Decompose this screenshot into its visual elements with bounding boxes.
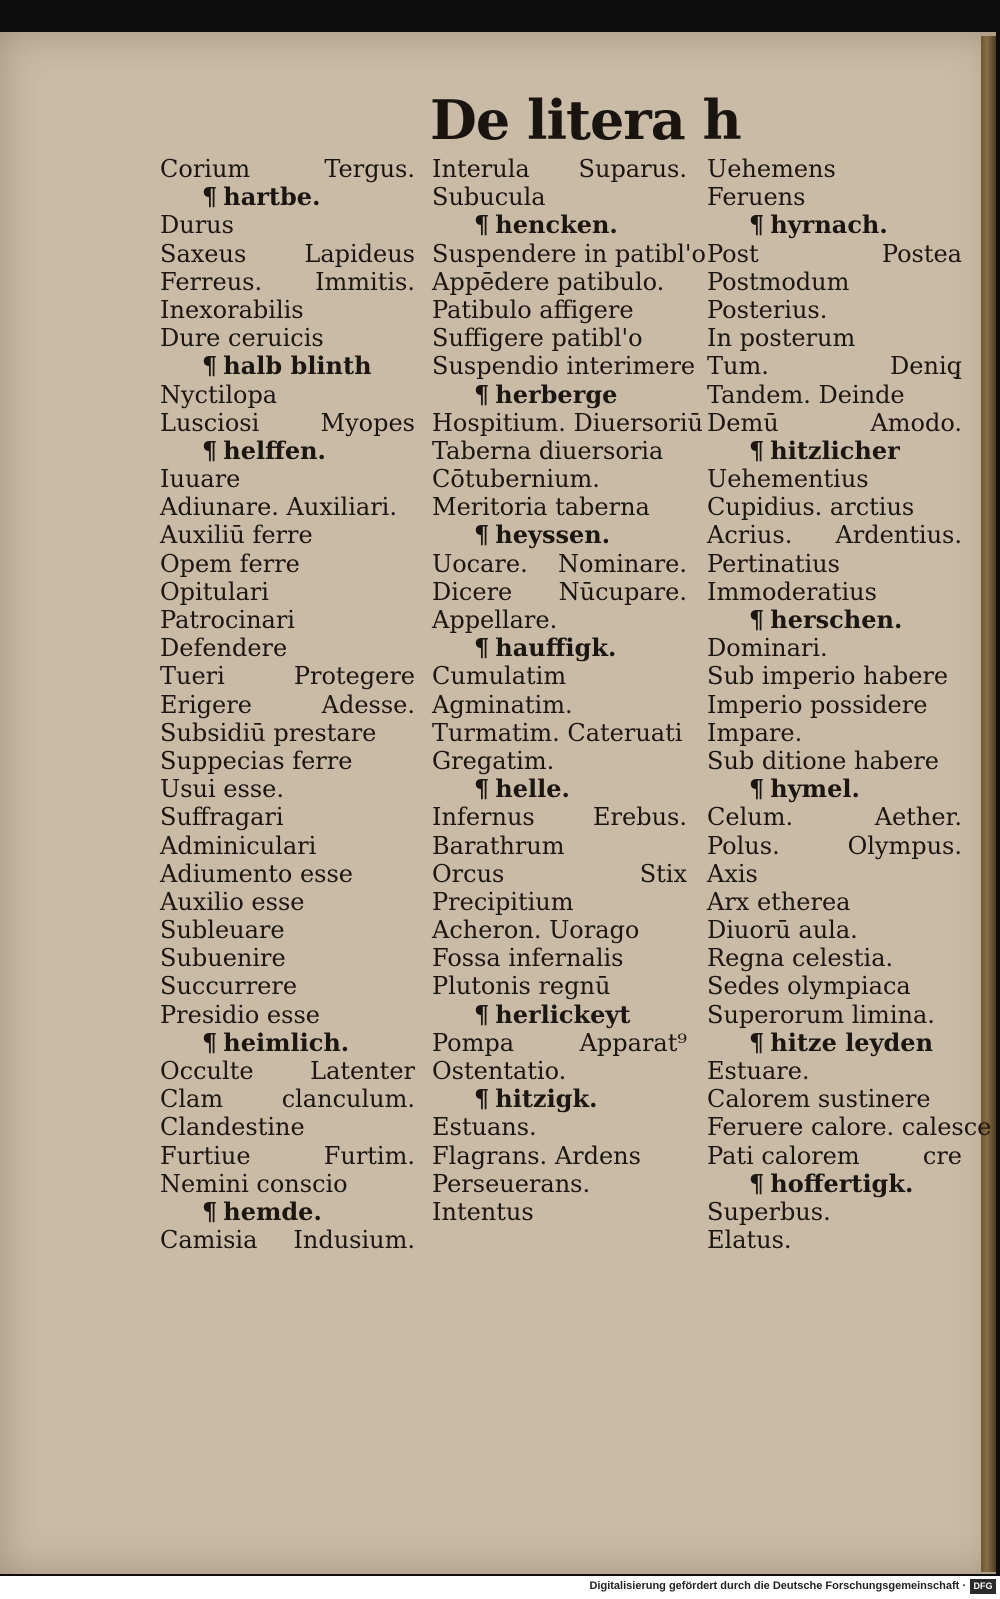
gloss-line bbox=[160, 1113, 430, 1141]
gloss-word: Auxilio esse bbox=[160, 887, 305, 916]
gloss-line bbox=[707, 1142, 962, 1170]
gloss-line bbox=[707, 691, 977, 719]
gloss-word: Uehementius bbox=[707, 465, 869, 494]
pilcrow-icon: ¶ bbox=[749, 1027, 765, 1057]
entry-heading bbox=[707, 1029, 977, 1057]
gloss-line bbox=[707, 465, 977, 493]
gloss-word: Adminiculari bbox=[160, 831, 317, 860]
gloss-word: Cumulatim bbox=[432, 662, 567, 691]
gloss-line bbox=[707, 183, 977, 211]
entry-heading bbox=[432, 211, 702, 239]
gloss-word: Aether. bbox=[874, 803, 962, 832]
entry-heading-text: halb blinth bbox=[223, 351, 372, 381]
entry-heading bbox=[160, 1198, 430, 1226]
gloss-word: Opitulari bbox=[160, 577, 269, 606]
gloss-line bbox=[160, 381, 430, 409]
gloss-word: Usui esse. bbox=[160, 775, 284, 804]
gloss-word: Feruere calore. calesce bbox=[707, 1113, 992, 1142]
gloss-line bbox=[432, 916, 702, 944]
gloss-word: Opem ferre bbox=[160, 549, 300, 578]
gloss-line bbox=[707, 493, 977, 521]
gloss-word: Nyctilopa bbox=[160, 380, 278, 409]
gloss-word: Immitis. bbox=[315, 267, 415, 296]
gloss-word: Flagrans. Ardens bbox=[432, 1141, 641, 1170]
entry-heading-text: hitzigk. bbox=[495, 1084, 598, 1114]
gloss-line bbox=[160, 550, 430, 578]
pilcrow-icon: ¶ bbox=[202, 1196, 218, 1226]
gloss-line bbox=[432, 465, 702, 493]
gloss-line bbox=[707, 240, 962, 268]
gloss-word: Lapideus bbox=[304, 239, 415, 268]
gloss-word: Plutonis regnū bbox=[432, 972, 611, 1001]
gloss-line bbox=[707, 662, 977, 690]
gloss-line bbox=[707, 352, 962, 380]
gloss-line bbox=[707, 1001, 977, 1029]
gloss-word: Uehemens bbox=[707, 155, 836, 183]
gloss-word: Superorum limina. bbox=[707, 1000, 935, 1029]
gloss-line bbox=[707, 916, 977, 944]
entry-heading-text: heyssen. bbox=[495, 520, 611, 550]
gloss-line bbox=[160, 832, 430, 860]
gloss-word: Subleuare bbox=[160, 916, 285, 945]
gloss-word: Cōtubernium. bbox=[432, 465, 600, 494]
gloss-line bbox=[707, 888, 977, 916]
gloss-word: Pertinatius bbox=[707, 549, 840, 578]
gloss-word: Diuorū aula. bbox=[707, 916, 858, 945]
gloss-line bbox=[432, 1113, 702, 1141]
gloss-line bbox=[160, 747, 430, 775]
gloss-line bbox=[160, 1142, 415, 1170]
gloss-word: Celum. bbox=[707, 803, 794, 832]
pilcrow-icon: ¶ bbox=[749, 605, 765, 634]
entry-heading bbox=[707, 606, 977, 634]
gloss-line bbox=[707, 860, 977, 888]
pilcrow-icon: ¶ bbox=[202, 351, 218, 381]
gloss-word: Fossa infernalis bbox=[432, 944, 624, 973]
pilcrow-icon: ¶ bbox=[749, 435, 765, 465]
entry-heading-text: hemde. bbox=[223, 1196, 322, 1226]
gloss-word: Camisia bbox=[160, 1226, 258, 1255]
entry-heading bbox=[432, 521, 702, 549]
gloss-line bbox=[707, 944, 977, 972]
pilcrow-icon: ¶ bbox=[749, 1168, 765, 1198]
gloss-word: Calorem sustinere bbox=[707, 1085, 931, 1114]
gloss-line bbox=[160, 662, 415, 690]
gloss-word: Occulte bbox=[160, 1057, 254, 1085]
gloss-word: Acheron. Uorago bbox=[432, 916, 640, 945]
gloss-word: Patrocinari bbox=[160, 606, 295, 634]
gloss-line bbox=[432, 719, 702, 747]
gloss-line bbox=[160, 803, 430, 831]
gloss-line bbox=[707, 381, 977, 409]
column-3 bbox=[707, 155, 992, 1255]
entry-heading bbox=[432, 1085, 702, 1113]
gloss-word: Immoderatius bbox=[707, 577, 877, 606]
pilcrow-icon: ¶ bbox=[202, 1027, 218, 1057]
pilcrow-icon: ¶ bbox=[474, 633, 490, 663]
entry-heading-text: herberge bbox=[495, 379, 618, 409]
gloss-line bbox=[160, 1170, 430, 1198]
entry-heading-text: heimlich. bbox=[223, 1027, 350, 1057]
gloss-line bbox=[707, 550, 977, 578]
gloss-line bbox=[707, 521, 962, 549]
gloss-word: Furtim. bbox=[323, 1141, 415, 1170]
gloss-word: Myopes bbox=[320, 408, 415, 437]
entry-heading bbox=[432, 775, 702, 803]
gloss-line bbox=[160, 268, 415, 296]
gloss-line bbox=[160, 888, 430, 916]
entry-heading bbox=[707, 775, 977, 803]
gloss-word: Subuenire bbox=[160, 944, 286, 973]
gloss-word: Pati calorem bbox=[707, 1141, 860, 1170]
gloss-word: Appellare. bbox=[432, 606, 558, 634]
gloss-word: In posterum bbox=[707, 324, 856, 353]
entry-heading bbox=[160, 352, 430, 380]
gloss-word: Gregatim. bbox=[432, 746, 555, 775]
pilcrow-icon: ¶ bbox=[474, 774, 490, 804]
gloss-word: Turmatim. Cateruati bbox=[432, 718, 683, 747]
gloss-word: Demū bbox=[707, 408, 779, 437]
gloss-word: Meritoria taberna bbox=[432, 493, 650, 522]
gloss-word: Tueri bbox=[160, 662, 225, 691]
gloss-word: Acrius. bbox=[707, 521, 793, 550]
page-edge bbox=[981, 36, 996, 1572]
entry-heading-text: hyrnach. bbox=[770, 210, 888, 240]
gloss-word: Suffigere patibl'o bbox=[432, 324, 643, 353]
gloss-line bbox=[432, 888, 702, 916]
pilcrow-icon: ¶ bbox=[474, 1084, 490, 1114]
gloss-word: Suspendio interimere bbox=[432, 352, 696, 381]
entry-heading bbox=[432, 381, 702, 409]
page-heading: De litera h bbox=[430, 88, 741, 152]
gloss-line bbox=[432, 1057, 702, 1085]
gloss-line bbox=[160, 944, 430, 972]
gloss-word: Sub imperio habere bbox=[707, 662, 949, 691]
gloss-line bbox=[707, 634, 977, 662]
column-2 bbox=[432, 155, 706, 1226]
gloss-word: Indusium. bbox=[293, 1226, 415, 1255]
gloss-word: Posterius. bbox=[707, 295, 828, 324]
gloss-word: Imperio possidere bbox=[707, 690, 928, 719]
gloss-word: Arx etherea bbox=[707, 887, 851, 916]
gloss-word: Protegere bbox=[293, 662, 415, 691]
gloss-word: Infernus bbox=[432, 803, 535, 832]
gloss-word: Olympus. bbox=[847, 831, 962, 860]
gloss-line bbox=[160, 296, 430, 324]
gloss-word: Perseuerans. bbox=[432, 1169, 591, 1198]
gloss-word: Iuuare bbox=[160, 465, 241, 494]
gloss-word: Corium bbox=[160, 155, 251, 183]
gloss-line bbox=[432, 183, 702, 211]
gloss-line bbox=[160, 691, 415, 719]
gloss-word: Dominari. bbox=[707, 634, 828, 663]
gloss-line bbox=[432, 747, 702, 775]
entry-heading-text: helffen. bbox=[223, 435, 326, 465]
gloss-word: Intentus bbox=[432, 1197, 534, 1226]
gloss-line bbox=[160, 916, 430, 944]
pilcrow-icon: ¶ bbox=[474, 379, 490, 409]
gloss-line bbox=[160, 860, 430, 888]
gloss-word: Pompa bbox=[432, 1028, 515, 1057]
gloss-line bbox=[432, 324, 702, 352]
pilcrow-icon: ¶ bbox=[474, 999, 490, 1029]
gloss-word: Deniq̧ bbox=[890, 352, 962, 381]
gloss-line bbox=[160, 240, 415, 268]
gloss-line bbox=[160, 775, 430, 803]
gloss-line bbox=[432, 1029, 687, 1057]
gloss-line bbox=[432, 944, 702, 972]
gloss-word: Dure ceruicis bbox=[160, 324, 324, 353]
entry-heading-text: herlickeyt bbox=[495, 999, 631, 1029]
gloss-line bbox=[432, 662, 702, 690]
gloss-word: Adiunare. Auxiliari. bbox=[160, 493, 397, 522]
gloss-word: Nominare. bbox=[558, 549, 687, 578]
gloss-line bbox=[707, 1057, 977, 1085]
gloss-word: Nūcupare. bbox=[558, 577, 687, 606]
gloss-line bbox=[432, 972, 702, 1000]
gloss-line bbox=[432, 860, 687, 888]
gloss-word: Elatus. bbox=[707, 1226, 792, 1255]
gloss-word: Inexorabilis bbox=[160, 295, 304, 324]
gloss-line bbox=[432, 268, 702, 296]
gloss-line bbox=[160, 972, 430, 1000]
gloss-word: Barathrum bbox=[432, 831, 565, 860]
gloss-word: Saxeus bbox=[160, 239, 247, 268]
gloss-word: Suparus. bbox=[578, 155, 687, 183]
entry-heading-text: hartbe. bbox=[223, 182, 321, 212]
gloss-word: Erigere bbox=[160, 690, 252, 719]
gloss-word: Postmodum bbox=[707, 267, 850, 296]
gloss-line bbox=[707, 1113, 992, 1142]
gloss-line bbox=[707, 1085, 977, 1113]
gloss-line bbox=[432, 1170, 702, 1198]
gloss-word: Tandem. Deinde bbox=[707, 380, 905, 409]
gloss-word: Interula bbox=[432, 155, 530, 183]
gloss-word: cre bbox=[922, 1141, 962, 1170]
gloss-word: Adiumento esse bbox=[160, 859, 354, 888]
gloss-word: Durus bbox=[160, 211, 234, 240]
gloss-line bbox=[707, 972, 977, 1000]
gloss-word: Impare. bbox=[707, 718, 803, 747]
gloss-line bbox=[432, 578, 687, 606]
gloss-line bbox=[432, 437, 702, 465]
pilcrow-icon: ¶ bbox=[202, 182, 218, 212]
gloss-word: Uocare. bbox=[432, 549, 528, 578]
gloss-word: Furtiue bbox=[160, 1141, 251, 1170]
gloss-line bbox=[432, 691, 702, 719]
entry-heading bbox=[432, 1001, 702, 1029]
gloss-word: Tergus. bbox=[324, 155, 415, 183]
gloss-word: Sedes olympiaca bbox=[707, 972, 911, 1001]
gloss-word: Patibulo affigere bbox=[432, 295, 634, 324]
pilcrow-icon: ¶ bbox=[749, 210, 765, 240]
entry-heading bbox=[707, 437, 977, 465]
gloss-word: Agminatim. bbox=[432, 690, 573, 719]
gloss-word: Latenter bbox=[310, 1057, 415, 1085]
gloss-word: Apparat⁹ bbox=[579, 1028, 687, 1057]
gloss-word: Sub ditione habere bbox=[707, 746, 939, 775]
gloss-line bbox=[160, 719, 430, 747]
funding-notice: Digitalisierung gefördert durch die Deutsche Forschungsgemeinschaft · bbox=[589, 1580, 966, 1592]
gloss-line bbox=[160, 521, 430, 549]
column-1 bbox=[160, 155, 430, 1254]
gloss-line bbox=[707, 719, 977, 747]
entry-heading bbox=[432, 634, 702, 662]
gloss-word: clanculum. bbox=[281, 1085, 415, 1114]
entry-heading bbox=[160, 1029, 430, 1057]
gloss-word: Dicere bbox=[432, 577, 513, 606]
entry-heading bbox=[707, 1170, 977, 1198]
pilcrow-icon: ¶ bbox=[202, 435, 218, 465]
gloss-word: Suspendere in patibl'o bbox=[432, 239, 706, 268]
gloss-word: Axis bbox=[707, 859, 758, 888]
gloss-line bbox=[160, 578, 430, 606]
gloss-word: Postea bbox=[881, 239, 962, 268]
gloss-word: Clandestine bbox=[160, 1113, 305, 1142]
gloss-line bbox=[432, 296, 702, 324]
gloss-word: Cupidius. arctius bbox=[707, 493, 915, 522]
gloss-line bbox=[160, 1057, 415, 1085]
gloss-word: Auxiliū ferre bbox=[160, 521, 313, 550]
footer-bar bbox=[0, 1576, 1000, 1599]
gloss-line bbox=[160, 211, 430, 239]
gloss-line bbox=[160, 155, 415, 183]
gloss-word: Clam bbox=[160, 1085, 224, 1114]
pilcrow-icon: ¶ bbox=[749, 774, 765, 804]
gloss-line bbox=[432, 550, 687, 578]
gloss-line bbox=[432, 155, 687, 183]
gloss-word: Polus. bbox=[707, 831, 780, 860]
gloss-line bbox=[432, 352, 702, 380]
gloss-word: Subucula bbox=[432, 183, 546, 212]
gloss-word: Defendere bbox=[160, 634, 288, 663]
pilcrow-icon: ¶ bbox=[474, 520, 490, 550]
gloss-word: Feruens bbox=[707, 183, 806, 212]
gloss-word: Orcus bbox=[432, 859, 505, 888]
gloss-line bbox=[707, 409, 962, 437]
gloss-line bbox=[707, 578, 977, 606]
gloss-line bbox=[707, 296, 977, 324]
gloss-word: Suppecias ferre bbox=[160, 746, 353, 775]
gloss-line bbox=[160, 606, 430, 634]
gloss-word: Estuans. bbox=[432, 1113, 537, 1142]
gloss-line bbox=[432, 409, 702, 437]
gloss-word: Tum. bbox=[707, 352, 769, 381]
gloss-line bbox=[160, 493, 430, 521]
entry-heading-text: hauffigk. bbox=[495, 633, 617, 663]
gloss-line bbox=[707, 268, 977, 296]
gloss-line bbox=[707, 324, 977, 352]
gloss-line bbox=[707, 747, 977, 775]
gloss-line bbox=[432, 1198, 702, 1226]
entry-heading-text: hitze leyden bbox=[770, 1027, 934, 1057]
gloss-word: Regna celestia. bbox=[707, 944, 894, 973]
dfg-logo: DFG bbox=[970, 1579, 996, 1594]
entry-heading-text: helle. bbox=[495, 774, 570, 804]
gloss-line bbox=[160, 465, 430, 493]
gloss-word: Ferreus. bbox=[160, 267, 263, 296]
gloss-word: Erebus. bbox=[593, 803, 687, 832]
gloss-word: Taberna diuersoria bbox=[432, 436, 664, 465]
entry-heading-text: hoffertigk. bbox=[770, 1168, 914, 1198]
gloss-word: Amodo. bbox=[870, 408, 962, 437]
gloss-line bbox=[432, 606, 702, 634]
gloss-word: Superbus. bbox=[707, 1197, 831, 1226]
gloss-word: Precipitium bbox=[432, 887, 574, 916]
entry-heading-text: herschen. bbox=[770, 605, 903, 634]
gloss-word: Hospitium. Diuersoriū bbox=[432, 408, 703, 437]
gloss-line bbox=[707, 155, 977, 183]
gloss-line bbox=[160, 1001, 430, 1029]
gloss-word: Ardentius. bbox=[835, 521, 962, 550]
gloss-word: Lusciosi bbox=[160, 408, 260, 437]
gloss-line bbox=[160, 409, 415, 437]
gloss-word: Succurrere bbox=[160, 972, 298, 1001]
gloss-line bbox=[432, 803, 687, 831]
gloss-word: Suffragari bbox=[160, 803, 284, 832]
gloss-line bbox=[707, 1226, 977, 1254]
gloss-word: Subsidiū prestare bbox=[160, 718, 377, 747]
gloss-line bbox=[707, 1198, 977, 1226]
gloss-line bbox=[707, 803, 962, 831]
gloss-line bbox=[160, 324, 430, 352]
entry-heading bbox=[707, 211, 977, 239]
gloss-word: Ostentatio. bbox=[432, 1057, 567, 1085]
entry-heading bbox=[160, 437, 430, 465]
gloss-word: Estuare. bbox=[707, 1057, 810, 1085]
gloss-line bbox=[160, 634, 430, 662]
entry-heading-text: hitzlicher bbox=[770, 435, 900, 465]
gloss-word: Stix bbox=[639, 859, 687, 888]
entry-heading-text: hymel. bbox=[770, 774, 860, 804]
entry-heading-text: hencken. bbox=[495, 210, 618, 240]
gloss-word: Appēdere patibulo. bbox=[432, 267, 665, 296]
entry-heading bbox=[160, 183, 430, 211]
gloss-word: Presidio esse bbox=[160, 1000, 320, 1029]
gloss-line bbox=[432, 493, 702, 521]
gloss-line bbox=[432, 239, 706, 268]
gloss-word: Nemini conscio bbox=[160, 1169, 348, 1198]
gloss-line bbox=[432, 1142, 702, 1170]
gloss-line bbox=[707, 832, 962, 860]
gloss-line bbox=[160, 1085, 415, 1113]
gloss-word: Adesse. bbox=[321, 690, 415, 719]
pilcrow-icon: ¶ bbox=[474, 210, 490, 240]
gloss-line bbox=[432, 832, 702, 860]
gloss-line bbox=[160, 1226, 415, 1254]
gloss-word: Post bbox=[707, 239, 759, 268]
